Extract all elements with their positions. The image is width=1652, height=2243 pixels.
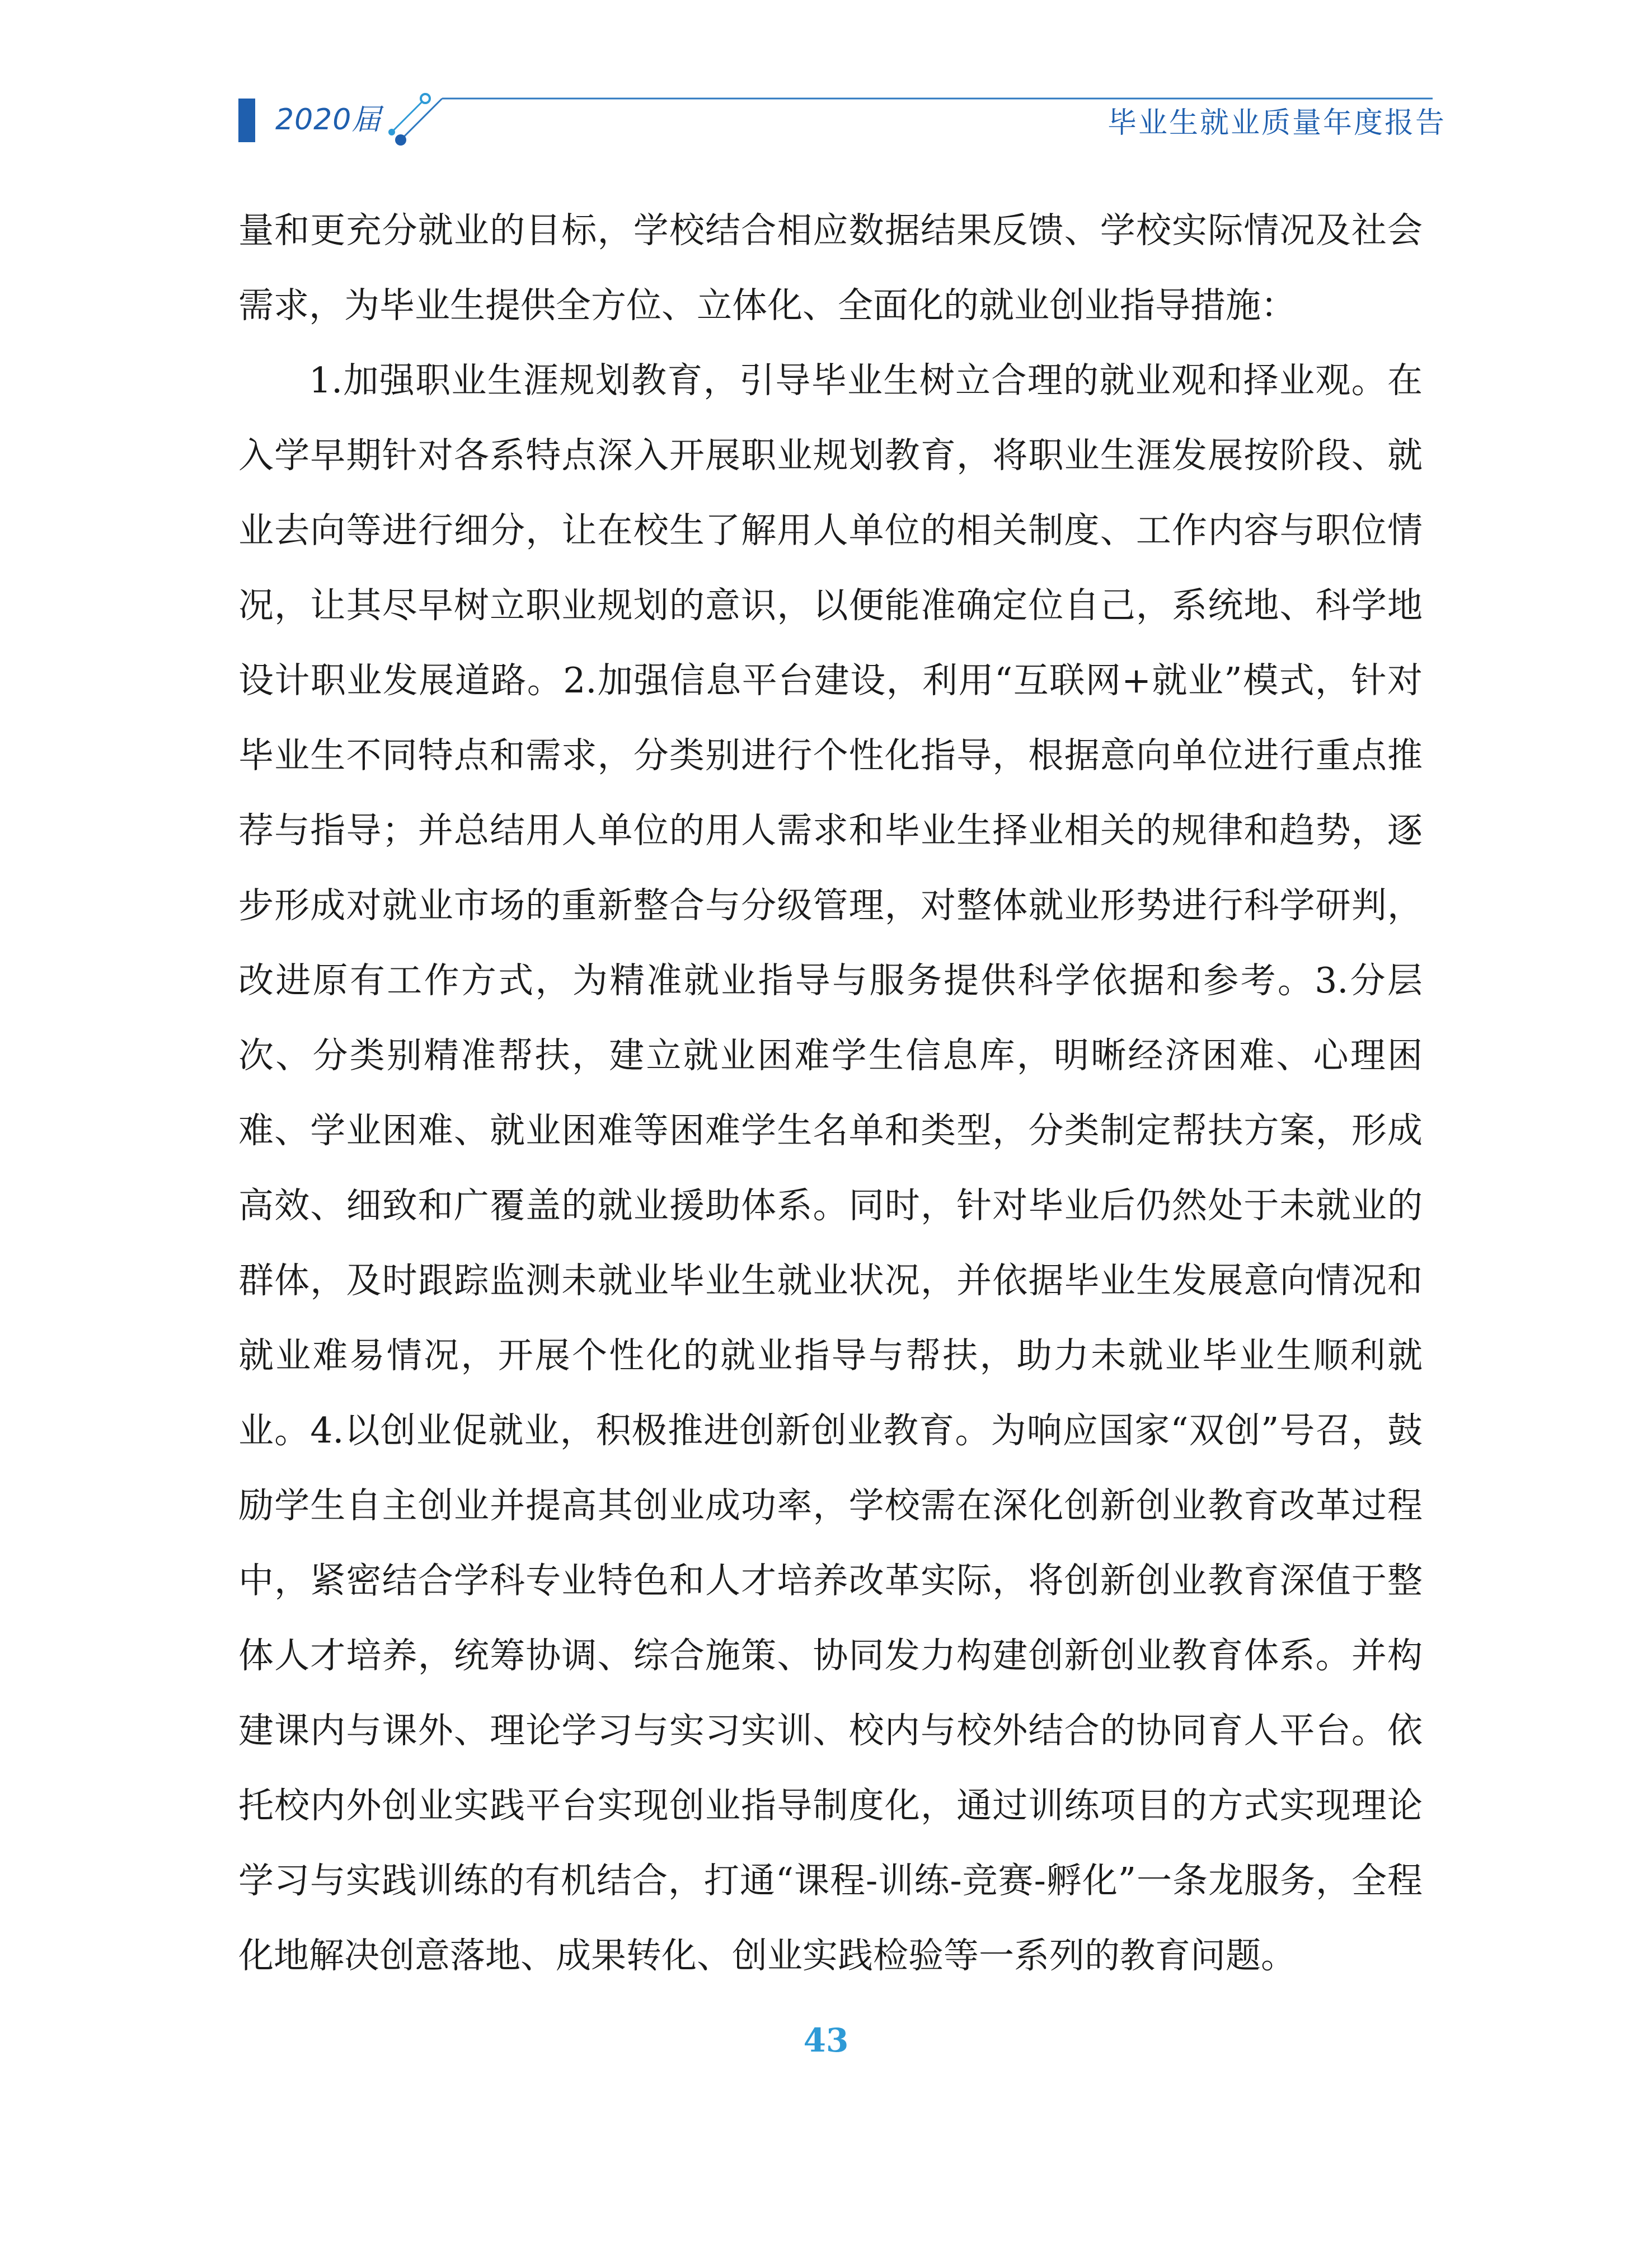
body-paragraph: 1.加强职业生涯规划教育，引导毕业生树立合理的就业观和择业观。在入学早期针对各系特点深入开展职业规划教育，将职业生涯发展按阶段、就业去向等进行细分，让在校生了解用人单位的相关制度、工作内容与职位情况，让其尽早树立职业规划的意识，以便能准确定位自己，系统地、科学地设计职业发展道路。2.加强信息平台建设，利用“互联网+就业”模式，针对毕业生不同特点和需求，分类别进行个性化指导，根据意向单位进行重点推荐与指导；并总结用人单位的用人需求和毕业生择业相关的规律和趋势，逐步形成对就业市场的重新整合与分级管理，对整体就业形势进行科学研判，改进原有工作方式，为精准就业指导与服务提供科学依据和参考。3.分层次、分类别精准帮扶，建立就业困难学生信息库，明晰经济困难、心理困难、学业困难、就业困难等困难学生名单和类型，分类制定帮扶方案，形成高效、细致和广覆盖的就业援助体系。同时，针对毕业后仍然处于未就业的群体，及时跟踪监测未就业毕业生就业状况，并依据毕业生发展意向情况和就业难易情况，开展个性化的就业指导与帮扶，助力未就业毕业生顺利就业。4.以创业促就业，积极推进创新创业教育。为响应国家“双创”号召，鼓励学生自主创业并提高其创业成功率，学校需在深化创新创业教育改革过程中，紧密结合学科专业特色和人才培养改革实际，将创新创业教育深值于整体人才培养，统筹协调、综合施策、协同发力构建创新创业教育体系。并构建课内与课外、理论学习与实习实训、校内与校外结合的协同育人平台。依托校内外创业实践平台实现创业指导制度化，通过训练项目的方式实现理论学习与实践训练的有机结合，打通“课程-训练-竞赛-孵化”一条龙服务，全程化地解决创意落地、成果转化、创业实践检验等一系列的教育问题。 (238, 360, 1423, 1976)
body-content (238, 193, 1423, 1993)
page-header (0, 0, 1652, 179)
header-report-title: 毕业生就业质量年度报告 (1107, 106, 1446, 140)
header-year-label: 2020届 (275, 103, 382, 137)
page-number: 43 (803, 2021, 849, 2059)
body-paragraph: 量和更充分就业的目标，学校结合相应数据结果反馈、学校实际情况及社会需求，为毕业生提供全方位、立体化、全面化的就业创业指导措施： (238, 210, 1423, 326)
header-circuit-line-icon (0, 0, 1652, 179)
